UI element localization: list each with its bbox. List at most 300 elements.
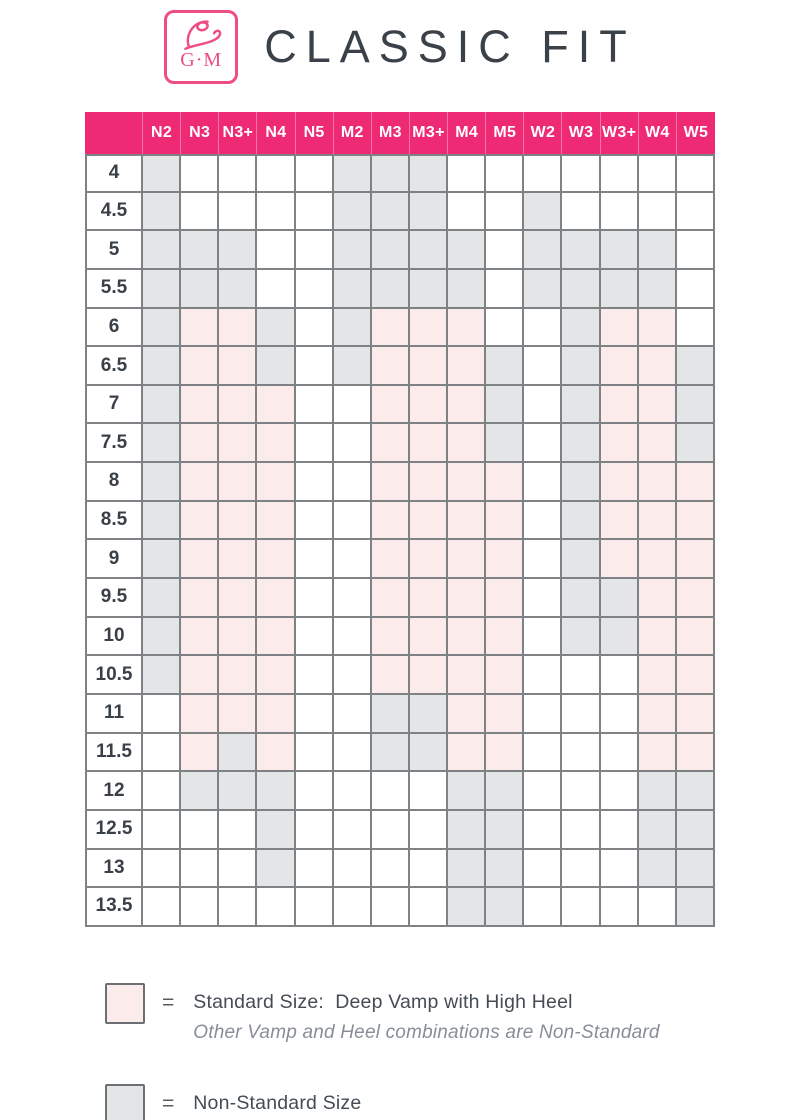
row-label: 11 [85,695,143,734]
grid-cell [219,154,257,193]
grid-cell [143,463,181,502]
grid-cell [219,309,257,348]
grid-cell [143,270,181,309]
grid-cell [486,309,524,348]
grid-cell [219,270,257,309]
grid-cell [372,231,410,270]
grid-cell [334,347,372,386]
gm-logo-initials: G·M [180,49,223,71]
grid-cell [296,463,334,502]
row-label: 12 [85,772,143,811]
grid-cell [257,502,295,541]
row-label: 4 [85,154,143,193]
grid-cell [334,888,372,927]
grid-cell [639,347,677,386]
column-header: N2 [143,112,181,154]
grid-cell [296,231,334,270]
grid-cell [372,347,410,386]
grid-cell [257,193,295,232]
grid-cell [601,502,639,541]
grid-cell [296,772,334,811]
grid-cell [219,618,257,657]
grid-cell [677,386,715,425]
grid-cell [486,579,524,618]
grid-cell [143,888,181,927]
grid-cell [410,309,448,348]
grid-cell [562,618,600,657]
grid-cell [219,734,257,773]
grid-cell [639,618,677,657]
grid-cell [562,270,600,309]
grid-cell [372,309,410,348]
grid-cell [524,734,562,773]
grid-cell [296,270,334,309]
grid-cell [257,386,295,425]
grid-cell [677,772,715,811]
grid-cell [639,579,677,618]
grid-cell [410,656,448,695]
grid-cell [410,193,448,232]
legend-standard-swatch [105,983,145,1024]
grid-cell [601,309,639,348]
grid-cell [181,850,219,889]
grid-cell [181,695,219,734]
grid-cell [334,309,372,348]
grid-cell [219,811,257,850]
grid-cell [677,579,715,618]
grid-cell [562,695,600,734]
grid-cell [486,386,524,425]
grid-cell [181,270,219,309]
grid-cell [677,734,715,773]
legend-standard-text [193,983,659,1044]
grid-cell [677,309,715,348]
grid-cell [486,463,524,502]
legend-standard-row [105,983,800,1044]
grid-cell [601,850,639,889]
column-header: W4 [639,112,677,154]
grid-cell [296,193,334,232]
grid-cell [486,656,524,695]
grid-cell [639,772,677,811]
grid-cell [181,656,219,695]
grid-cell [257,270,295,309]
grid-cell [677,540,715,579]
grid-cell [524,231,562,270]
grid-cell [372,579,410,618]
grid-cell [219,193,257,232]
grid-cell [410,618,448,657]
grid-cell [677,618,715,657]
grid-cell [486,888,524,927]
grid-cell [143,772,181,811]
grid-cell [296,734,334,773]
size-chart-table [85,112,715,927]
grid-cell [448,231,486,270]
grid-cell [334,231,372,270]
grid-cell [486,424,524,463]
grid-cell [372,270,410,309]
grid-cell [448,309,486,348]
grid-cell [143,656,181,695]
grid-cell [219,656,257,695]
grid-cell [562,502,600,541]
grid-cell [372,772,410,811]
grid-cell [448,811,486,850]
grid-cell [181,154,219,193]
grid-cell [601,347,639,386]
grid-cell [296,424,334,463]
grid-cell [181,502,219,541]
grid-cell [410,386,448,425]
grid-cell [257,656,295,695]
grid-cell [143,540,181,579]
column-header: W2 [524,112,562,154]
grid-cell [410,734,448,773]
grid-cell [677,347,715,386]
grid-cell [143,347,181,386]
legend-standard-note: Other Vamp and Heel combinations are Non-Standard [193,1021,660,1043]
grid-cell [143,231,181,270]
grid-cell [334,656,372,695]
grid-cell [143,850,181,889]
grid-cell [334,193,372,232]
row-label: 10 [85,618,143,657]
grid-cell [448,734,486,773]
grid-cell [296,347,334,386]
grid-cell [448,502,486,541]
grid-cell [181,811,219,850]
grid-cell [486,347,524,386]
grid-cell [524,154,562,193]
grid-cell [639,811,677,850]
row-label: 8 [85,463,143,502]
grid-cell [677,154,715,193]
grid-cell [219,502,257,541]
grid-cell [143,811,181,850]
grid-cell [524,850,562,889]
grid-cell [334,502,372,541]
row-label: 13 [85,850,143,889]
grid-cell [257,424,295,463]
grid-cell [334,772,372,811]
column-header: M2 [334,112,372,154]
grid-cell [410,772,448,811]
grid-cell [601,656,639,695]
legend-nonstandard-row [105,1084,800,1120]
grid-cell [257,540,295,579]
grid-cell [181,463,219,502]
grid-cell [372,154,410,193]
grid-cell [448,695,486,734]
grid-cell [639,734,677,773]
grid-cell [372,734,410,773]
grid-cell [219,579,257,618]
grid-cell [524,540,562,579]
grid-cell [448,618,486,657]
grid-cell [486,850,524,889]
row-label: 11.5 [85,734,143,773]
legend [105,983,800,1120]
gm-logo [164,10,238,84]
grid-cell [219,850,257,889]
grid-cell [219,463,257,502]
grid-cell [524,695,562,734]
grid-cell [524,270,562,309]
grid-cell [219,386,257,425]
column-header: M3 [372,112,410,154]
grid-cell [601,772,639,811]
grid-cell [562,811,600,850]
grid-cell [639,695,677,734]
grid-cell [257,695,295,734]
grid-cell [181,231,219,270]
grid-cell [410,579,448,618]
legend-standard-label: Standard Size: Deep Vamp with High Heel [193,990,573,1013]
grid-cell [181,193,219,232]
grid-cell [448,850,486,889]
grid-cell [334,154,372,193]
grid-cell [486,540,524,579]
grid-cell [486,618,524,657]
grid-cell [524,811,562,850]
grid-cell [257,772,295,811]
column-header: N3+ [219,112,257,154]
grid-cell [562,850,600,889]
page-title: CLASSIC FIT [264,21,636,72]
grid-cell [601,386,639,425]
grid-cell [601,231,639,270]
grid-cell [562,772,600,811]
grid-cell [219,347,257,386]
grid-cell [601,579,639,618]
grid-cell [448,386,486,425]
grid-cell [524,579,562,618]
grid-cell [296,811,334,850]
grid-cell [601,811,639,850]
grid-cell [257,618,295,657]
grid-cell [410,154,448,193]
grid-cell [143,618,181,657]
grid-cell [677,231,715,270]
grid-cell [486,502,524,541]
grid-cell [410,540,448,579]
grid-cell [677,656,715,695]
grid-cell [410,231,448,270]
grid-cell [562,309,600,348]
grid-cell [448,270,486,309]
grid-cell [334,850,372,889]
grid-cell [562,347,600,386]
grid-cell [410,347,448,386]
legend-nonstandard-label: Non-Standard Size [193,1091,362,1114]
grid-cell [677,502,715,541]
grid-cell [410,811,448,850]
grid-cell [448,193,486,232]
grid-cell [601,424,639,463]
grid-cell [601,463,639,502]
grid-cell [143,695,181,734]
grid-cell [524,656,562,695]
grid-cell [639,888,677,927]
grid-cell [677,695,715,734]
grid-cell [410,463,448,502]
grid-cell [181,347,219,386]
grid-cell [257,734,295,773]
row-label: 5.5 [85,270,143,309]
grid-cell [524,386,562,425]
grid-cell [677,850,715,889]
grid-cell [410,888,448,927]
grid-cell [601,695,639,734]
grid-cell [372,888,410,927]
grid-cell [486,154,524,193]
grid-cell [562,734,600,773]
grid-cell [601,888,639,927]
grid-cell [524,772,562,811]
grid-cell [219,695,257,734]
grid-cell [448,579,486,618]
grid-cell [219,888,257,927]
row-label: 12.5 [85,811,143,850]
grid-cell [601,193,639,232]
legend-nonstandard-text [193,1084,361,1115]
grid-cell [639,309,677,348]
row-label: 9.5 [85,579,143,618]
brand-header [0,0,800,84]
grid-cell [372,656,410,695]
row-label: 13.5 [85,888,143,927]
column-header: N4 [257,112,295,154]
grid-cell [334,386,372,425]
row-label: 6.5 [85,347,143,386]
grid-cell [181,618,219,657]
legend-nonstandard-swatch [105,1084,145,1120]
grid-cell [601,270,639,309]
grid-cell [410,850,448,889]
grid-cell [219,424,257,463]
grid-cell [372,502,410,541]
grid-cell [143,502,181,541]
grid-cell [219,540,257,579]
grid-cell [486,231,524,270]
grid-cell [601,734,639,773]
grid-cell [486,695,524,734]
column-header: N3 [181,112,219,154]
grid-cell [296,579,334,618]
grid-cell [524,463,562,502]
row-label: 5 [85,231,143,270]
grid-cell [334,579,372,618]
grid-cell [372,618,410,657]
grid-cell [296,154,334,193]
grid-cell [639,540,677,579]
grid-cell [486,772,524,811]
grid-cell [410,502,448,541]
row-label: 8.5 [85,502,143,541]
column-header: W5 [677,112,715,154]
grid-cell [524,502,562,541]
grid-cell [639,386,677,425]
grid-cell [524,193,562,232]
grid-cell [219,231,257,270]
grid-cell [296,695,334,734]
grid-cell [677,193,715,232]
grid-cell [257,347,295,386]
grid-cell [601,540,639,579]
header-corner [85,112,143,154]
grid-cell [372,193,410,232]
grid-cell [562,231,600,270]
grid-cell [181,772,219,811]
grid-cell [296,888,334,927]
row-label: 9 [85,540,143,579]
grid-cell [562,424,600,463]
grid-cell [257,463,295,502]
grid-cell [181,734,219,773]
grid-cell [448,656,486,695]
grid-cell [372,811,410,850]
grid-cell [372,850,410,889]
grid-cell [562,888,600,927]
grid-cell [448,154,486,193]
grid-cell [257,154,295,193]
grid-cell [334,424,372,463]
grid-cell [562,463,600,502]
grid-cell [448,463,486,502]
grid-cell [524,424,562,463]
grid-cell [448,888,486,927]
grid-cell [296,309,334,348]
grid-cell [372,540,410,579]
grid-cell [562,386,600,425]
grid-cell [639,463,677,502]
column-header: W3 [562,112,600,154]
grid-cell [334,540,372,579]
grid-cell [639,424,677,463]
grid-cell [219,772,257,811]
grid-cell [562,154,600,193]
grid-cell [296,502,334,541]
grid-cell [639,154,677,193]
row-label: 7.5 [85,424,143,463]
grid-cell [143,734,181,773]
grid-cell [334,811,372,850]
grid-cell [296,540,334,579]
grid-cell [143,386,181,425]
grid-cell [677,811,715,850]
grid-cell [296,386,334,425]
grid-cell [562,579,600,618]
grid-cell [143,193,181,232]
grid-cell [486,270,524,309]
grid-cell [181,424,219,463]
grid-cell [448,347,486,386]
grid-cell [372,463,410,502]
grid-cell [181,540,219,579]
grid-cell [486,811,524,850]
grid-cell [334,695,372,734]
grid-cell [181,888,219,927]
row-label: 7 [85,386,143,425]
grid-cell [257,579,295,618]
column-header: M5 [486,112,524,154]
grid-cell [486,734,524,773]
grid-cell [257,811,295,850]
grid-cell [334,734,372,773]
grid-cell [562,656,600,695]
grid-cell [334,270,372,309]
